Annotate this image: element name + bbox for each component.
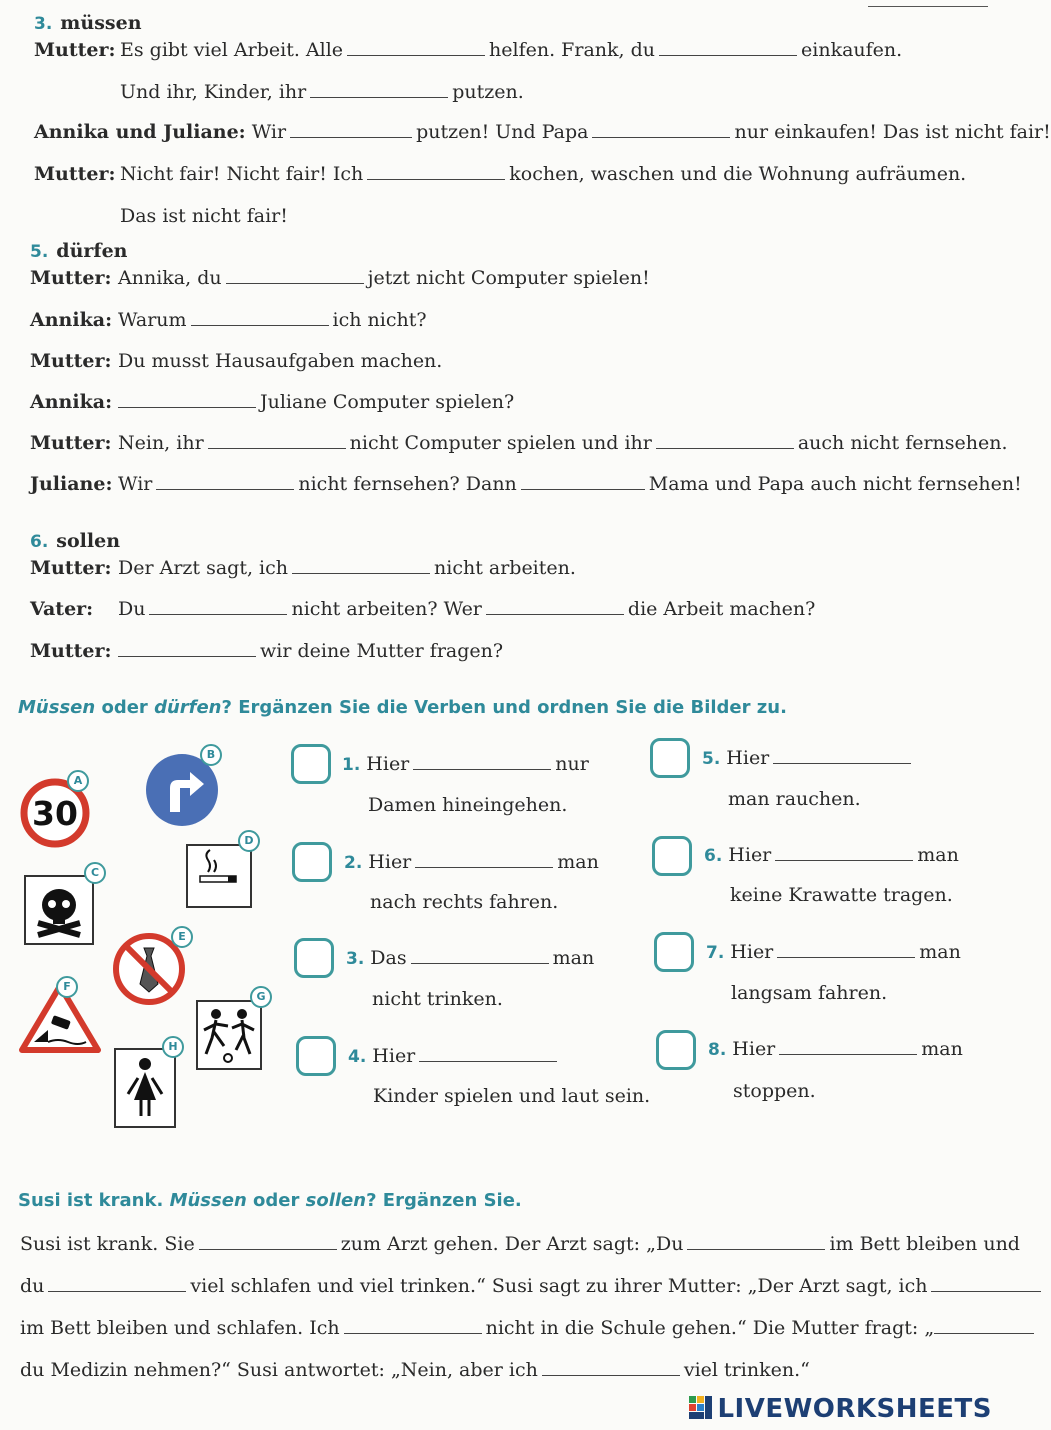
answer-blank[interactable] [208,432,346,449]
picture-label-b: B [200,744,222,766]
answer-blank[interactable] [542,1359,680,1376]
item-4-line-2: Kinder spielen und laut sein. [373,1085,651,1107]
answer-blank[interactable] [149,598,287,615]
item-1-line-1: 1. Hier nur [342,753,589,775]
item-2-line-1: 2. Hier man [344,851,599,873]
answer-box-1[interactable] [291,744,331,784]
answer-blank[interactable] [934,1317,1034,1334]
dialog-line: Mutter: Du musst Hausaufgaben machen. [30,350,443,372]
answer-blank[interactable] [777,941,915,958]
answer-blank[interactable] [687,1233,825,1250]
answer-blank[interactable] [775,844,913,861]
exercise-2-heading: Müssen oder dürfen? Ergänzen Sie die Verben und ordnen Sie die Bilder zu. [18,697,787,718]
answer-blank[interactable] [415,851,553,868]
item-2-line-2: nach rechts fahren. [370,891,559,913]
item-6-line-2: keine Krawatte tragen. [730,884,953,906]
smoking-sign-box [186,844,252,908]
picture-label-a: A [67,770,89,792]
answer-blank[interactable] [521,473,645,490]
answer-blank[interactable] [779,1038,917,1055]
section-5-title: 5. dürfen [30,240,128,262]
dialog-line: Vater: Du nicht arbeiten? Wer die Arbeit machen? [30,598,816,620]
text-line: du Medizin nehmen?“ Susi antwortet: „Nein, aber ich viel trinken.“ [20,1359,810,1381]
text-line: Susi ist krank. Sie zum Arzt gehen. Der Arzt sagt: „Du im Bett bleiben und [20,1233,1020,1255]
dialog-line: Mutter: Nein, ihr nicht Computer spielen und ihr auch nicht fernsehen. [30,432,1008,454]
cigarette-icon [188,846,250,906]
answer-blank[interactable] [411,947,549,964]
brand-logo: LIVEWORKSHEETS [689,1394,992,1424]
answer-blank[interactable] [419,1045,557,1062]
picture-label-g: G [250,986,272,1008]
text-line: im Bett bleiben und schlafen. Ich nicht in die Schule gehen.“ Die Mutter fragt: „ [20,1316,1038,1340]
item-3-line-2: nicht trinken. [372,988,503,1010]
answer-blank[interactable] [931,1275,1041,1292]
answer-box-8[interactable] [656,1030,696,1070]
item-7-line-2: langsam fahren. [731,982,888,1004]
item-8-line-1: 8. Hier man [708,1038,963,1060]
picture-label-d: D [238,830,260,852]
text-line: du viel schlafen und viel trinken.“ Susi sagt zu ihrer Mutter: „Der Arzt sagt, ich [20,1274,1045,1298]
answer-blank[interactable] [656,432,794,449]
dialog-line: Mutter: Annika, du jetzt nicht Computer spielen! [30,267,650,289]
answer-box-4[interactable] [296,1036,336,1076]
children-playing-sign-box [196,1000,262,1070]
answer-blank[interactable] [367,163,505,180]
answer-box-7[interactable] [654,932,694,972]
dialog-line: Annika und Juliane: Wir putzen! Und Papa nur einkaufen! Das ist nicht fair! [34,121,1051,143]
item-4-line-1: 4. Hier [348,1044,561,1069]
dialog-line: Annika: Juliane Computer spielen? [30,391,515,413]
picture-area [14,738,274,1138]
item-5-line-1: 5. Hier [702,746,915,771]
answer-box-5[interactable] [650,738,690,778]
answer-blank[interactable] [156,473,294,490]
answer-box-6[interactable] [652,836,692,876]
skull-crossbones-icon [26,877,92,943]
answer-blank[interactable] [659,39,797,56]
woman-icon [116,1050,174,1126]
item-7-line-1: 7. Hier man [706,941,961,963]
section-6-title: 6. sollen [30,530,121,552]
answer-blank[interactable] [199,1233,337,1250]
dialog-line: Annika: Warum ich nicht? [30,309,427,331]
item-5-line-2: man rauchen. [728,788,861,810]
svg-text:30: 30 [32,794,78,833]
answer-blank[interactable] [413,753,551,770]
item-8-line-2: stoppen. [733,1080,816,1102]
dialog-line: Mutter: wir deine Mutter fragen? [30,640,504,662]
answer-blank[interactable] [226,267,364,284]
answer-blank[interactable] [118,391,256,408]
picture-label-e: E [171,926,193,948]
liveworksheets-logo-icon [689,1396,713,1420]
poison-sign-box [24,875,94,945]
section-3-title: 3. müssen [34,12,142,34]
answer-blank[interactable] [592,121,730,138]
ladies-sign-box [114,1048,176,1128]
picture-label-h: H [162,1036,184,1058]
answer-blank[interactable] [486,598,624,615]
answer-blank[interactable] [292,557,430,574]
item-3-line-1: 3. Das man [346,947,595,969]
answer-box-3[interactable] [294,938,334,978]
exercise-3-heading: Susi ist krank. Müssen oder sollen? Ergänzen Sie. [18,1190,522,1211]
answer-blank[interactable] [773,747,911,764]
answer-blank[interactable] [310,81,448,98]
dialog-line: Juliane: Wir nicht fernsehen? Dann Mama und Papa auch nicht fernsehen! [30,473,1022,495]
dialog-line: Und ihr, Kinder, ihr putzen. [120,81,524,103]
answer-blank[interactable] [191,309,329,326]
answer-blank[interactable] [118,640,256,657]
item-6-line-1: 6. Hier man [704,844,959,866]
answer-blank[interactable] [347,39,485,56]
answer-blank[interactable] [48,1275,186,1292]
dialog-line: Mutter: Es gibt viel Arbeit. Alle helfen. Frank, du einkaufen. [34,39,903,61]
answer-blank[interactable] [344,1317,482,1334]
dialog-line: Das ist nicht fair! [120,205,288,227]
answer-box-2[interactable] [292,842,332,882]
dialog-line: Mutter: Nicht fair! Nicht fair! Ich kochen, waschen und die Wohnung aufräumen. [34,163,967,185]
dialog-line: Mutter: Der Arzt sagt, ich nicht arbeiten. [30,557,576,579]
playing-children-icon [198,1002,260,1068]
answer-blank[interactable] [290,121,412,138]
item-1-line-2: Damen hineingehen. [368,794,568,816]
picture-label-f: F [56,976,78,998]
top-rule [868,6,988,7]
picture-label-c: C [84,862,106,884]
